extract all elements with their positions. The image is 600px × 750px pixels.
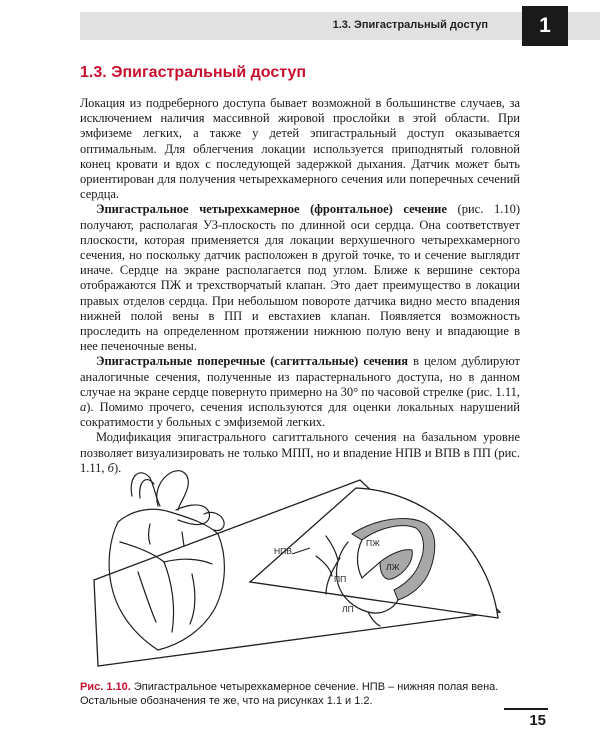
label-la: ЛП [342,604,354,614]
heart-drawing [109,471,224,650]
paragraph-4-text-a: Модификация эпигастрального сагиттального сечения на базальном уровне позволяет визуализировать не только МПП, но и впадение НПВ и ВПВ в ПП (рис. 1.11, [80,430,520,475]
paragraph-1: Локация из подреберного доступа бывает возможной в большинстве случаев, за исключением наличия массивной жировой прослойки в этой области. При эмфиземе легких, а также у детей эпигастральный доступ оказывается оптимальным. Для облегчения локации используется приподнятый головной конец кровати и вдох с последующей задержкой дыхания. Датчик может быть ориентирован для получения четырехкамерного сечения или поперечных сечений сердца. [80,96,520,202]
paragraph-4-text-b: ). [113,460,122,475]
caption-text: Эпигастральное четырехкамерное сечение. НПВ – нижняя полая вена. Остальные обозначения те же, что на рисунках 1.1 и 1.2. [80,681,499,707]
paragraph-4-ref: б [107,460,114,475]
echo-diagram [80,462,520,672]
label-rv: ПЖ [366,538,380,548]
running-head: 1.3. Эпигастральный доступ [332,19,488,31]
chapter-number-tab: 1 [522,6,568,46]
figure-caption [80,680,520,708]
paragraph-2 [80,202,520,354]
caption-label: Рис. 1.10. [80,681,131,693]
page-number: 15 [529,712,546,729]
paragraph-2-text: (рис. 1.10) получают, располагая УЗ-плоскость по длинной оси сердца. Она соответствует плоскости, которая применяется для локации верхушечного четырехкамерного сечения, но поскольку датчик расположен в другой точке, то и сечение выглядит иначе. Сердце на экране располагается под углом. Ближе к вершине сектора отображаются ПЖ и трехстворчатый клапан. Это дает преимущество в локации правых отделов сердца. При небольшом повороте датчика видно место впадения нижней полой вены в ПП и евстахиев клапан. Появляется возможность проследить на определенном протяжении нижнюю полую вену и впадающие в нее печеночные вены. [80,202,520,354]
paragraph-3-ref: а [80,400,87,415]
body-text [80,96,520,476]
figure-1-10 [80,462,520,672]
paragraph-3-text-b: ). Помимо прочего, сечения используются для оценки локальных нарушений сократимости у больных с эмфиземой легких. [80,400,520,430]
label-ivc: НПВ [274,546,292,556]
paragraph-2-term: Эпигастральное четырехкамерное (фронтальное) сечение [96,202,447,217]
paragraph-3-term: Эпигастральные поперечные (сагиттальные) сечения [96,354,409,369]
paragraph-3 [80,354,520,430]
label-lv: ЛЖ [386,562,400,572]
paragraph-3-text-a: в целом дублируют аналогичные сечения, полученные из парастернального доступа, но в данном случае на экране сердце повернуто примерно на 30° по часовой стрелке (рис. 1.11, [80,354,520,399]
folio-rule [504,708,548,710]
label-ra: ПП [334,574,347,584]
section-title: 1.3. Эпигастральный доступ [80,64,307,81]
